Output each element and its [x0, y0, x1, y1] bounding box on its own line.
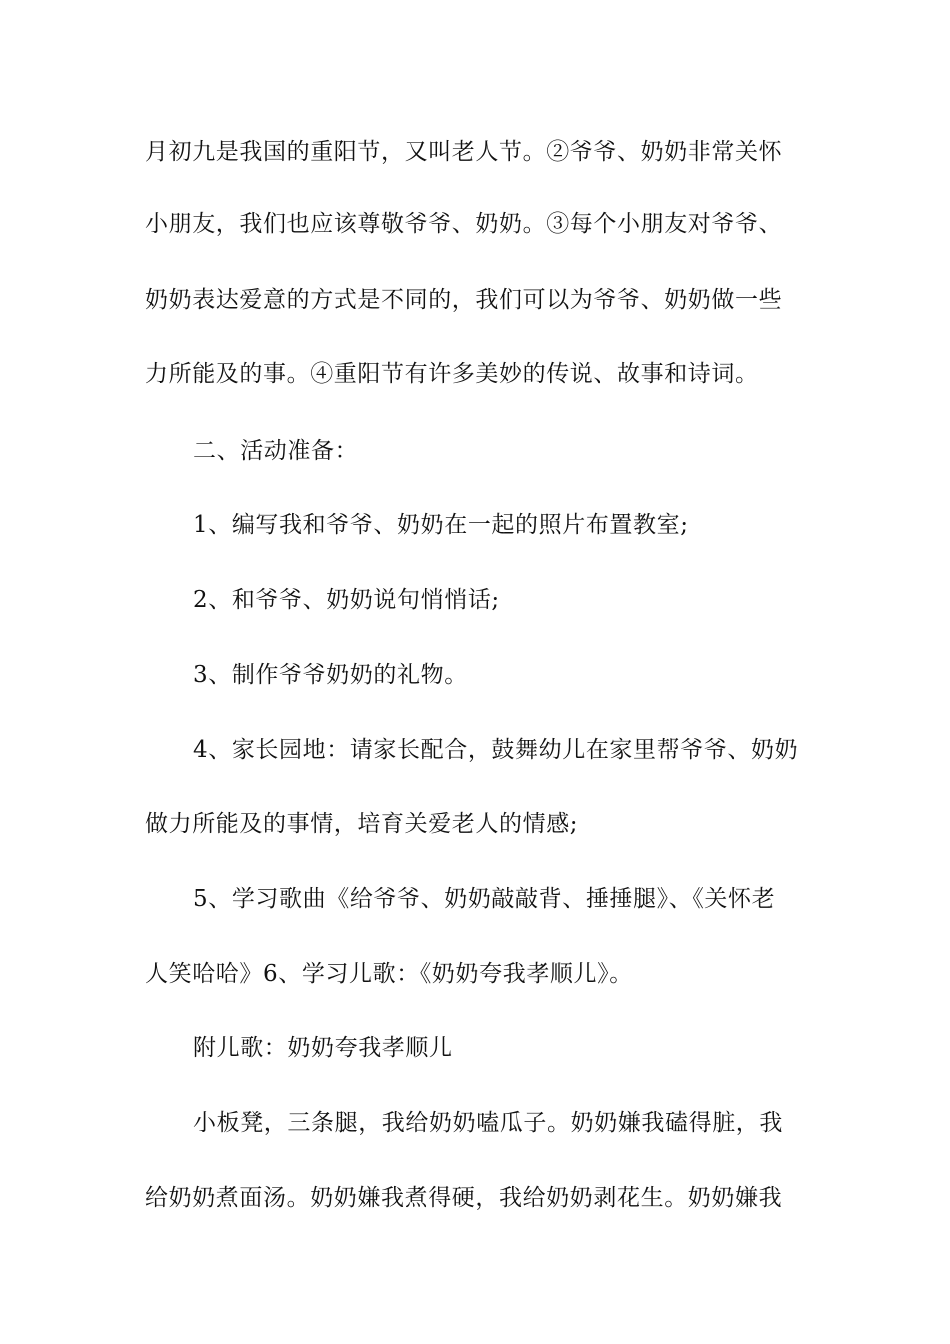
text-line: 小板凳，三条腿，我给奶奶嗑瓜子。奶奶嫌我磕得脏，我 — [193, 1110, 783, 1136]
text-line: 做力所能及的事情，培育关爱老人的情感; — [145, 811, 579, 837]
text-line: 力所能及的事。④重阳节有许多美妙的传说、故事和诗词。 — [145, 361, 759, 387]
text-line: 给奶奶煮面汤。奶奶嫌我煮得硬，我给奶奶剥花生。奶奶嫌我 — [145, 1185, 783, 1211]
section-heading: 二、活动准备： — [193, 438, 359, 464]
text-line: 小朋友，我们也应该尊敬爷爷、奶奶。③每个小朋友对爷爷、 — [145, 211, 783, 237]
text-line: 2、和爷爷、奶奶说句悄悄话; — [193, 587, 500, 613]
text-line: 月初九是我国的重阳节，又叫老人节。②爷爷、奶奶非常关怀 — [145, 139, 783, 165]
text-line: 奶奶表达爱意的方式是不同的，我们可以为爷爷、奶奶做一些 — [145, 287, 783, 313]
text-line: 4、家长园地：请家长配合，鼓舞幼儿在家里帮爷爷、奶奶 — [193, 737, 799, 763]
text-line: 1、编写我和爷爷、奶奶在一起的照片布置教室; — [193, 512, 689, 538]
text-line: 5、学习歌曲《给爷爷、奶奶敲敲背、捶捶腿》、《关怀老 — [193, 886, 776, 912]
text-line: 人笑哈哈》6、学习儿歌：《奶奶夸我孝顺儿》。 — [145, 961, 633, 987]
text-line: 3、制作爷爷奶奶的礼物。 — [193, 662, 468, 688]
text-line: 附儿歌：奶奶夸我孝顺儿 — [193, 1035, 453, 1061]
